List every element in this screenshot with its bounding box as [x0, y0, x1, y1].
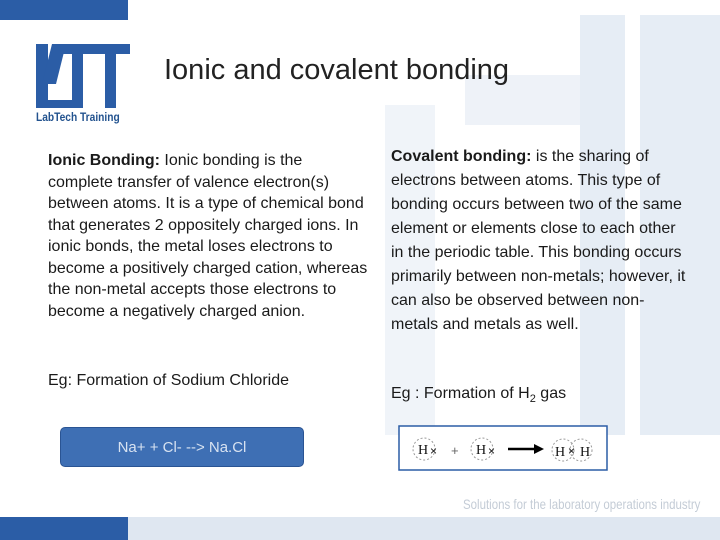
logo-text: LabTech Training: [36, 110, 120, 124]
tagline: Solutions for the laboratory operations industry: [463, 496, 701, 512]
covalent-example: [391, 385, 566, 405]
h2-atom-2-label: H: [580, 445, 591, 460]
svg-text:×: ×: [568, 444, 576, 458]
ionic-description: Ionic bonding is the complete transfer of valence electron(s) between atoms. It is a type of chemical bond that generates 2 oppositely charged ions. In ionic bonds, the metal loses electrons to become a positively charged cation, whereas the non-metal accepts those electrons to become a negatively charged anion.: [48, 152, 368, 320]
bottom-accent-bar: [0, 517, 128, 540]
h2-formation-diagram: [398, 425, 608, 471]
slide-title: Ionic and covalent bonding: [164, 54, 510, 86]
covalent-example-prefix: Eg : Formation of H: [391, 385, 530, 402]
ionic-example: Eg: Formation of Sodium Chloride: [48, 372, 289, 389]
bottom-light-bar: [128, 517, 720, 540]
covalent-example-subscript: 2: [529, 393, 536, 406]
nacl-equation: Na+ + Cl- --> Na.Cl: [117, 438, 247, 456]
top-accent-bar: [0, 0, 128, 20]
h-atom-1-label: H: [418, 443, 429, 458]
svg-text:×: ×: [488, 444, 496, 458]
covalent-description: is the sharing of electrons between atoms. This type of bonding occurs between two of the same element or elements close to each other in the periodic table. This bonding occurs primarily between non-metals; however, it can also be observed between non-metals and metals as well.: [391, 148, 686, 333]
ionic-term: Ionic Bonding:: [48, 152, 160, 169]
h-atom-2-label: H: [476, 443, 487, 458]
covalent-term: Covalent bonding:: [391, 148, 532, 165]
nacl-equation-box: [60, 427, 304, 467]
ionic-paragraph: [48, 150, 368, 322]
h2-atom-1-label: H: [555, 445, 566, 460]
covalent-example-suffix: gas: [535, 385, 567, 402]
plus-sign: +: [451, 443, 459, 458]
covalent-paragraph: [391, 145, 691, 337]
svg-text:×: ×: [430, 444, 438, 458]
